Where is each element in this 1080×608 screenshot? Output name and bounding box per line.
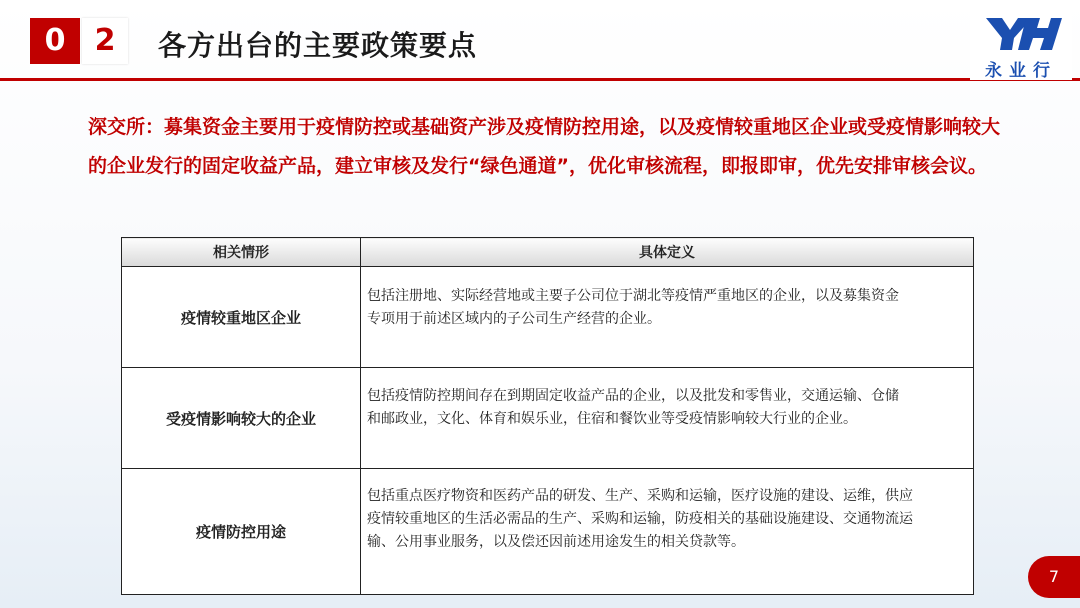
- table-row: [122, 368, 974, 469]
- definition-line: 包括注册地、实际经营地或主要子公司位于湖北等疫情严重地区的企业，以及募集资金: [367, 288, 899, 304]
- logo-text: 永业行: [985, 61, 1057, 81]
- column-header-situation: 相关情形: [122, 238, 361, 267]
- definition-line: 包括重点医疗物资和医药产品的研发、生产、采购和运输，医疗设施的建设、运维，供应: [367, 488, 913, 504]
- table-header-row: [122, 238, 974, 267]
- table-row: [122, 469, 974, 595]
- definition-line: 包括疫情防控期间存在到期固定收益产品的企业，以及批发和零售业，交通运输、仓储: [367, 388, 899, 404]
- section-number-first: 0: [30, 18, 80, 64]
- header-divider: [0, 78, 1080, 81]
- definition-cell: [361, 267, 974, 368]
- section-number-second: 2: [82, 18, 128, 64]
- situation-cell: 疫情较重地区企业: [122, 267, 361, 368]
- definition-line: 疫情较重地区的生活必需品的生产、采购和运输，防疫相关的基础设施建设、交通物流运: [367, 511, 913, 527]
- definition-line: 和邮政业，文化、体育和娱乐业，住宿和餐饮业等受疫情影响较大行业的企业。: [367, 411, 857, 427]
- column-header-definition: 具体定义: [361, 238, 974, 267]
- situation-cell: 疫情防控用途: [122, 469, 361, 595]
- policy-table: [121, 237, 974, 595]
- situation-cell: 受疫情影响较大的企业: [122, 368, 361, 469]
- table-row: [122, 267, 974, 368]
- policy-intro-text: 深交所：募集资金主要用于疫情防控或基础资产涉及疫情防控用途，以及疫情较重地区企业或受疫情影响较大的企业发行的固定收益产品，建立审核及发行“绿色通道”，优化审核流程，即报即审，优先安排审核会议。: [88, 116, 1001, 177]
- definition-line: 专项用于前述区域内的子公司生产经营的企业。: [367, 311, 661, 327]
- page-number: 7: [1028, 556, 1080, 598]
- page-title: 各方出台的主要政策要点: [158, 29, 478, 62]
- definition-line: 输、公用事业服务，以及偿还因前述用途发生的相关贷款等。: [367, 534, 745, 550]
- yh-logo-icon: [982, 14, 1062, 54]
- definition-cell: [361, 469, 974, 595]
- definition-cell: [361, 368, 974, 469]
- company-logo: [970, 12, 1072, 80]
